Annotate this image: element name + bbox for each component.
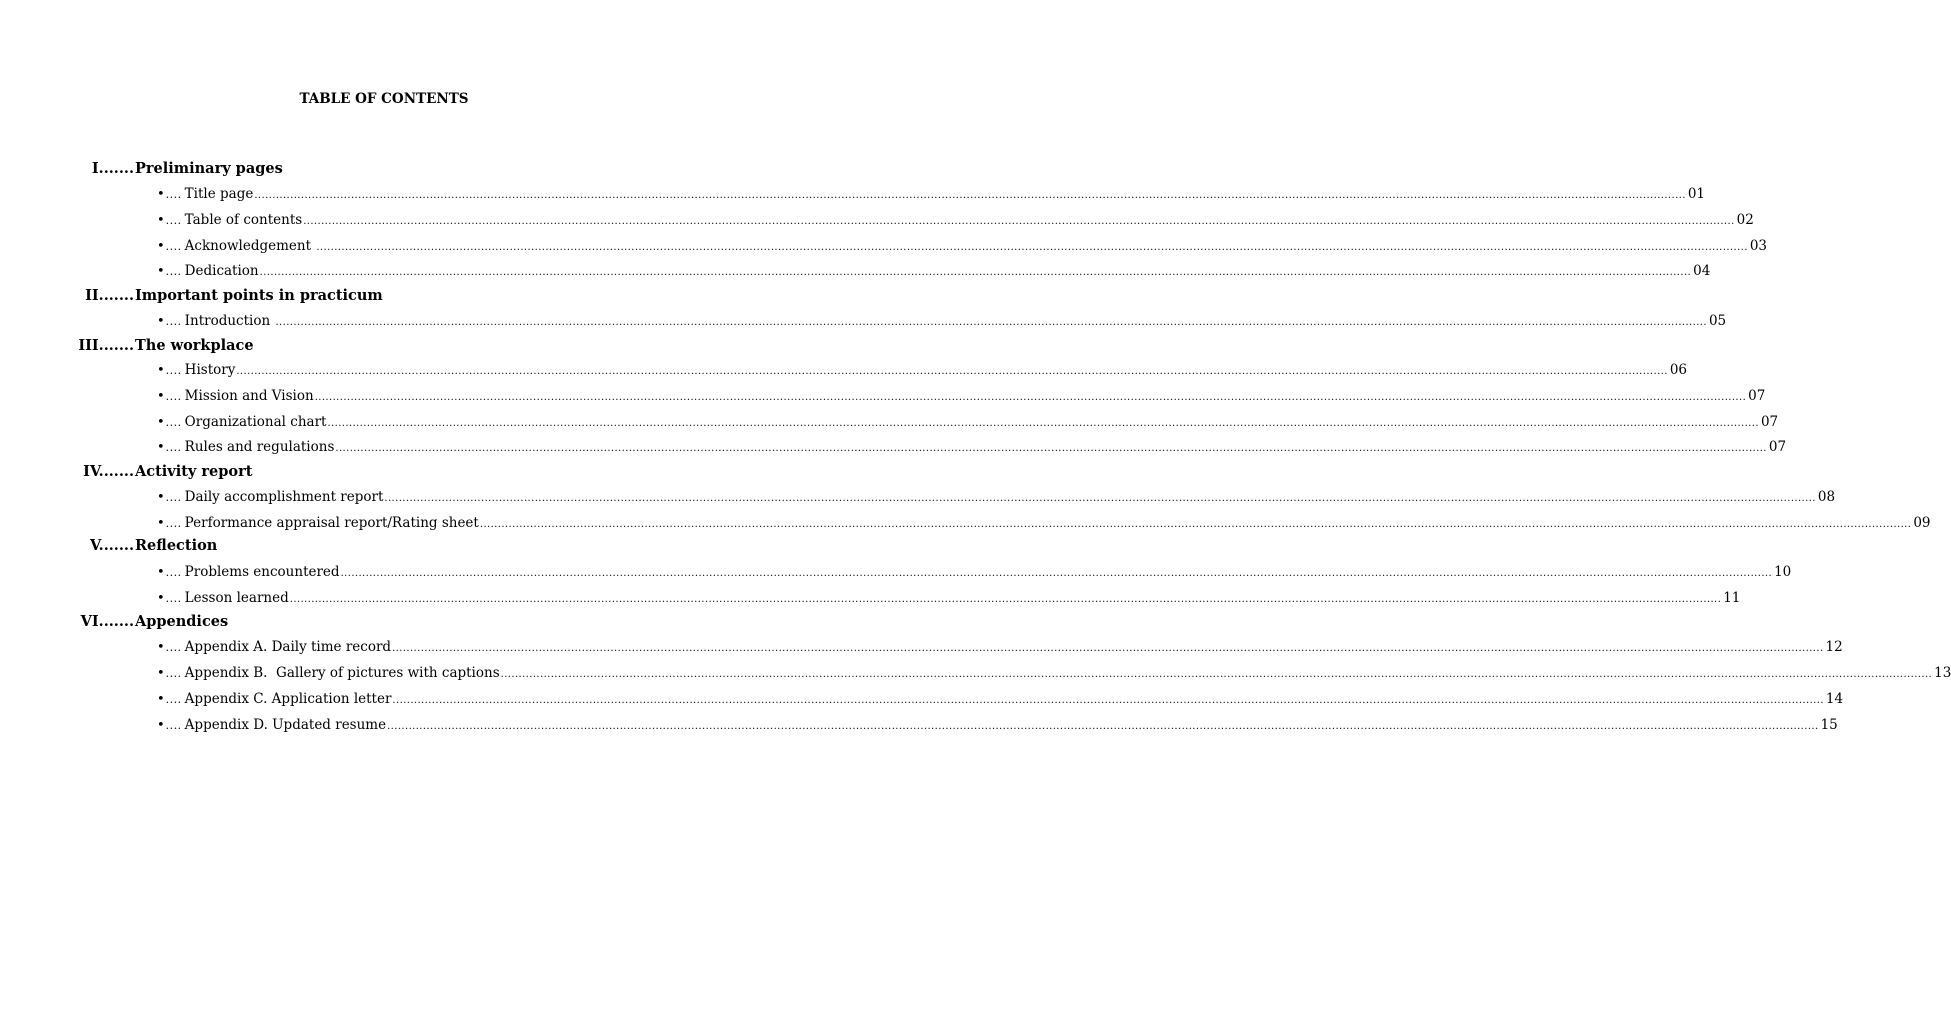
entry-title: Acknowledgement — [184, 238, 316, 254]
dot-leader: ................................................................................................................................................................................................................................................................................................................................................................................................................ — [254, 190, 1686, 201]
bullet-icon: • — [157, 389, 165, 404]
bullet-icon: • — [157, 591, 165, 606]
page-number: 13 — [1934, 665, 1951, 681]
bullet-dots: .... — [165, 315, 182, 328]
entry-title: Appendix D. Updated resume — [184, 717, 387, 733]
toc-entry — [157, 513, 1931, 533]
bullet-dots: .... — [165, 566, 182, 579]
entry-title: Appendix A. Daily time record — [184, 639, 392, 655]
entry-title: Appendix C. Application letter — [184, 691, 392, 707]
bullet-dots: .... — [165, 641, 182, 654]
entry-title: Rules and regulations — [184, 439, 335, 455]
dot-leader: ................................................................................................................................................................................................................................................................................................................................................................................................................ — [314, 392, 1747, 403]
bullet-dots: .... — [165, 416, 182, 429]
dot-leader: ................................................................................................................................................................................................................................................................................................................................................................................................................ — [275, 317, 1707, 328]
bullet-dots: .... — [165, 214, 182, 227]
dot-leader: ................................................................................................................................................................................................................................................................................................................................................................................................................ — [384, 493, 1816, 504]
toc-entry — [157, 715, 1838, 735]
bullet-icon: • — [157, 666, 165, 681]
page-number: 07 — [1748, 388, 1766, 404]
toc-entry — [157, 386, 1766, 406]
entry-title: Lesson learned — [184, 590, 289, 606]
entry-title: Organizational chart — [184, 414, 327, 430]
bullet-dots: .... — [165, 364, 182, 377]
dot-leader: ................................................................................................................................................................................................................................................................................................................................................................................................................ — [327, 418, 1759, 429]
bullet-dots: .... — [165, 188, 182, 201]
toc-entry — [157, 663, 1951, 683]
section-numeral: II....... — [85, 287, 134, 304]
section-heading — [0, 336, 768, 356]
entry-title: Dedication — [184, 263, 259, 279]
bullet-icon: • — [157, 490, 165, 505]
dot-leader: ................................................................................................................................................................................................................................................................................................................................................................................................................ — [303, 216, 1735, 227]
entry-title: Table of contents — [184, 212, 303, 228]
toc-entry — [157, 487, 1836, 507]
toc-entry — [157, 588, 1741, 608]
dot-leader: ................................................................................................................................................................................................................................................................................................................................................................................................................ — [392, 695, 1824, 706]
toc-entry — [157, 210, 1754, 230]
bullet-dots: .... — [165, 592, 182, 605]
dot-leader: ................................................................................................................................................................................................................................................................................................................................................................................................................ — [289, 594, 1722, 605]
page-number: 01 — [1687, 186, 1706, 202]
dot-leader: ................................................................................................................................................................................................................................................................................................................................................................................................................ — [335, 443, 1767, 454]
dot-leader: ................................................................................................................................................................................................................................................................................................................................................................................................................ — [479, 519, 1912, 530]
dot-leader: ................................................................................................................................................................................................................................................................................................................................................................................................................ — [500, 669, 1933, 680]
dot-leader: ................................................................................................................................................................................................................................................................................................................................................................................................................ — [259, 267, 1692, 278]
dot-leader: ................................................................................................................................................................................................................................................................................................................................................................................................................ — [340, 568, 1773, 579]
page-number: 06 — [1669, 362, 1687, 378]
page-number: 03 — [1749, 238, 1767, 254]
section-numeral: III....... — [78, 337, 134, 354]
bullet-dots: .... — [165, 441, 182, 454]
bullet-icon: • — [157, 516, 165, 531]
entry-title: Problems encountered — [184, 564, 340, 580]
dot-leader: ................................................................................................................................................................................................................................................................................................................................................................................................................ — [392, 643, 1824, 654]
toc-entry — [157, 360, 1687, 380]
dot-leader: ................................................................................................................................................................................................................................................................................................................................................................................................................ — [387, 721, 1819, 732]
section-numeral: I....... — [91, 160, 134, 177]
bullet-icon: • — [157, 187, 165, 202]
bullet-icon: • — [157, 213, 165, 228]
bullet-dots: .... — [165, 265, 182, 278]
section-title: The workplace — [135, 337, 254, 354]
toc-entry — [157, 689, 1844, 709]
page-number: 07 — [1768, 439, 1787, 455]
section-title: Preliminary pages — [135, 160, 283, 177]
section-heading — [0, 612, 768, 632]
dot-leader: ................................................................................................................................................................................................................................................................................................................................................................................................................ — [236, 366, 1668, 377]
bullet-dots: .... — [165, 491, 182, 504]
bullet-dots: .... — [165, 390, 182, 403]
section-numeral: IV....... — [83, 463, 134, 480]
page-title: TABLE OF CONTENTS — [299, 91, 469, 107]
page-number: 08 — [1817, 489, 1836, 505]
bullet-icon: • — [157, 239, 165, 254]
bullet-icon: • — [157, 363, 165, 378]
entry-title: Appendix B. Gallery of pictures with captions — [184, 665, 500, 681]
bullet-icon: • — [157, 565, 165, 580]
dot-leader: ................................................................................................................................................................................................................................................................................................................................................................................................................ — [316, 242, 1748, 253]
bullet-icon: • — [157, 264, 165, 279]
toc-entry — [157, 412, 1779, 432]
entry-title: Mission and Vision — [184, 388, 314, 404]
bullet-icon: • — [157, 640, 165, 655]
section-heading — [0, 536, 768, 556]
toc-entry — [157, 437, 1787, 457]
bullet-dots: .... — [165, 667, 182, 680]
entry-title: Introduction — [184, 313, 275, 329]
entry-title: History — [184, 362, 236, 378]
bullet-dots: .... — [165, 240, 182, 253]
bullet-icon: • — [157, 692, 165, 707]
section-numeral: V....... — [89, 537, 134, 554]
bullet-icon: • — [157, 415, 165, 430]
page-number: 05 — [1708, 313, 1727, 329]
toc-entry — [157, 236, 1767, 256]
entry-title: Performance appraisal report/Rating sheet — [184, 515, 479, 531]
page-number: 10 — [1774, 564, 1792, 580]
page-number: 15 — [1820, 717, 1838, 733]
page-number: 04 — [1693, 263, 1711, 279]
section-title: Appendices — [135, 613, 229, 630]
section-title: Activity report — [135, 463, 253, 480]
page-number: 11 — [1723, 590, 1741, 606]
bullet-icon: • — [157, 440, 165, 455]
section-heading — [0, 286, 768, 306]
section-numeral: VI....... — [80, 613, 134, 630]
page-number: 09 — [1913, 515, 1931, 531]
toc-entry — [157, 311, 1727, 331]
entry-title: Title page — [184, 186, 254, 202]
bullet-icon: • — [157, 314, 165, 329]
page-number: 14 — [1825, 691, 1844, 707]
bullet-dots: .... — [165, 517, 182, 530]
section-title: Important points in practicum — [135, 287, 383, 304]
page-number: 02 — [1736, 212, 1754, 228]
toc-entry — [157, 261, 1711, 281]
toc-entry — [157, 562, 1792, 582]
toc-entry — [157, 637, 1843, 657]
toc-entry — [157, 184, 1706, 204]
section-heading — [0, 159, 768, 179]
section-title: Reflection — [135, 537, 218, 554]
section-heading — [0, 462, 768, 482]
page-number: 12 — [1825, 639, 1843, 655]
bullet-icon: • — [157, 718, 165, 733]
entry-title: Daily accomplishment report — [184, 489, 384, 505]
bullet-dots: .... — [165, 719, 182, 732]
bullet-dots: .... — [165, 693, 182, 706]
page-number: 07 — [1760, 414, 1779, 430]
